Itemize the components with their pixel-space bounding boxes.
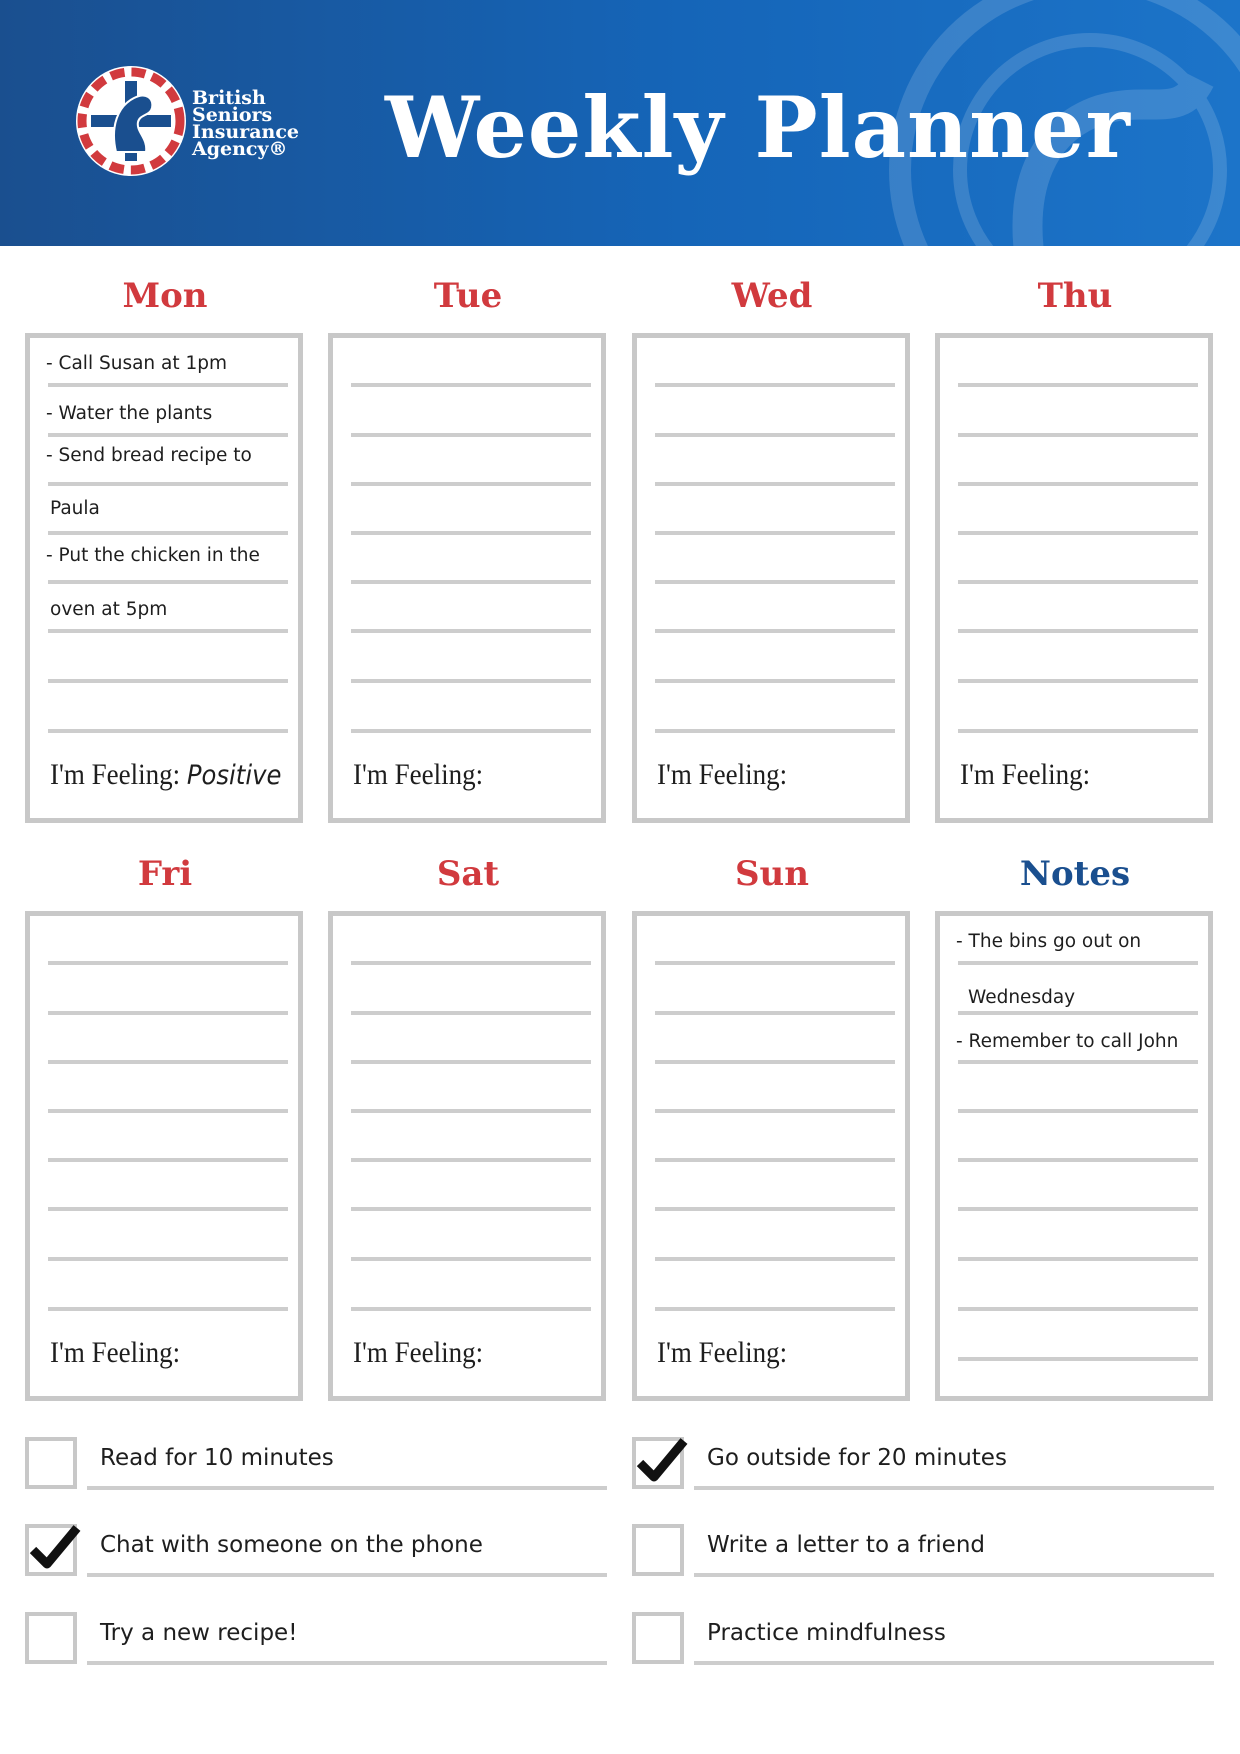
- writing-line: [958, 729, 1198, 733]
- notes-card[interactable]: [935, 911, 1213, 1401]
- feeling-value: Positive: [186, 760, 282, 791]
- task-underline: [694, 1573, 1214, 1577]
- entry-text: Wednesday: [968, 987, 1076, 1008]
- writing-line: [351, 679, 591, 683]
- writing-line: [351, 383, 591, 387]
- feeling-field[interactable]: [657, 758, 787, 792]
- day-title-sat: Sat: [436, 854, 500, 894]
- writing-line: [958, 531, 1198, 535]
- writing-line: [958, 1357, 1198, 1361]
- writing-line: [655, 383, 895, 387]
- task-underline: [87, 1661, 607, 1665]
- writing-line: [351, 1109, 591, 1113]
- day-card-tue[interactable]: [328, 333, 606, 823]
- writing-line: [958, 1307, 1198, 1311]
- writing-line: [48, 679, 288, 683]
- writing-line: [958, 482, 1198, 486]
- writing-line: [655, 1257, 895, 1261]
- writing-line: [48, 1158, 288, 1162]
- writing-line: [958, 580, 1198, 584]
- writing-line: [351, 580, 591, 584]
- writing-line: [655, 580, 895, 584]
- writing-line: [351, 531, 591, 535]
- task-label: Read for 10 minutes: [100, 1445, 334, 1471]
- task-underline: [87, 1573, 607, 1577]
- header-banner: [0, 0, 1240, 246]
- day-card-sun[interactable]: [632, 911, 910, 1401]
- entry-text: - Send bread recipe to: [46, 445, 252, 466]
- day-title-mon: Mon: [122, 276, 208, 316]
- writing-line: [48, 580, 288, 584]
- writing-line: [351, 1158, 591, 1162]
- feeling-label: I'm Feeling:: [50, 758, 181, 791]
- writing-line: [958, 679, 1198, 683]
- day-title-thu: Thu: [1037, 276, 1113, 316]
- writing-line: [655, 1060, 895, 1064]
- writing-line: [351, 1307, 591, 1311]
- feeling-label: I'm Feeling:: [960, 758, 1091, 791]
- day-card-fri[interactable]: [25, 911, 303, 1401]
- task-checkbox[interactable]: [632, 1437, 684, 1489]
- writing-line: [655, 1307, 895, 1311]
- writing-line: [958, 1207, 1198, 1211]
- notes-title: Notes: [1019, 854, 1131, 894]
- writing-line: [655, 629, 895, 633]
- day-title-fri: Fri: [137, 854, 193, 894]
- task-checkbox[interactable]: [25, 1437, 77, 1489]
- writing-line: [351, 961, 591, 965]
- task-underline: [694, 1661, 1214, 1665]
- writing-line: [351, 1257, 591, 1261]
- task-checkbox[interactable]: [632, 1612, 684, 1664]
- day-title-sun: Sun: [735, 854, 809, 894]
- writing-line: [655, 1158, 895, 1162]
- task-underline: [87, 1486, 607, 1490]
- task-label: Chat with someone on the phone: [100, 1532, 483, 1558]
- task-label: Practice mindfulness: [707, 1620, 946, 1646]
- writing-line: [655, 729, 895, 733]
- feeling-field[interactable]: [353, 758, 483, 792]
- day-card-mon[interactable]: [25, 333, 303, 823]
- feeling-label: I'm Feeling:: [657, 758, 788, 791]
- writing-line: [48, 729, 288, 733]
- writing-line: [655, 961, 895, 965]
- feeling-field[interactable]: [657, 1336, 787, 1370]
- writing-line: [351, 1011, 591, 1015]
- writing-line: [958, 629, 1198, 633]
- writing-line: [655, 531, 895, 535]
- writing-line: [958, 1060, 1198, 1064]
- writing-line: [48, 433, 288, 437]
- writing-line: [351, 729, 591, 733]
- writing-line: [48, 1060, 288, 1064]
- feeling-field[interactable]: [353, 1336, 483, 1370]
- task-label: Write a letter to a friend: [707, 1532, 986, 1558]
- writing-line: [48, 1207, 288, 1211]
- writing-line: [48, 1257, 288, 1261]
- writing-line: [351, 1207, 591, 1211]
- writing-line: [351, 482, 591, 486]
- writing-line: [655, 1109, 895, 1113]
- writing-line: [958, 1158, 1198, 1162]
- entry-text: - The bins go out on: [956, 931, 1142, 952]
- entry-text: oven at 5pm: [50, 599, 168, 620]
- feeling-label: I'm Feeling:: [50, 1336, 181, 1369]
- day-title-wed: Wed: [731, 276, 813, 316]
- writing-line: [351, 629, 591, 633]
- day-card-thu[interactable]: [935, 333, 1213, 823]
- task-label: Go outside for 20 minutes: [707, 1445, 1007, 1471]
- writing-line: [958, 433, 1198, 437]
- writing-line: [351, 1060, 591, 1064]
- feeling-field[interactable]: [50, 758, 281, 792]
- writing-line: [958, 1011, 1198, 1015]
- writing-line: [958, 1257, 1198, 1261]
- entry-text: - Call Susan at 1pm: [46, 353, 228, 374]
- writing-line: [958, 383, 1198, 387]
- day-card-sat[interactable]: [328, 911, 606, 1401]
- writing-line: [48, 383, 288, 387]
- writing-line: [48, 1011, 288, 1015]
- task-checkbox[interactable]: [632, 1524, 684, 1576]
- task-checkbox[interactable]: [25, 1524, 77, 1576]
- entry-text: - Put the chicken in the: [46, 545, 260, 566]
- writing-line: [655, 482, 895, 486]
- task-checkbox[interactable]: [25, 1612, 77, 1664]
- feeling-field[interactable]: [50, 1336, 180, 1370]
- entry-text: - Remember to call John: [956, 1031, 1179, 1052]
- writing-line: [48, 482, 288, 486]
- writing-line: [48, 1109, 288, 1113]
- writing-line: [655, 1011, 895, 1015]
- day-title-tue: Tue: [433, 276, 503, 316]
- writing-line: [48, 1307, 288, 1311]
- task-underline: [694, 1486, 1214, 1490]
- writing-line: [48, 629, 288, 633]
- entry-text: Paula: [50, 498, 100, 519]
- writing-line: [655, 679, 895, 683]
- feeling-label: I'm Feeling:: [353, 1336, 484, 1369]
- checkmark-icon: [636, 1433, 688, 1485]
- writing-line: [655, 1207, 895, 1211]
- writing-line: [48, 531, 288, 535]
- feeling-label: I'm Feeling:: [353, 758, 484, 791]
- brand-name: British Seniors Insurance Agency®: [192, 87, 300, 160]
- writing-line: [958, 961, 1198, 965]
- feeling-label: I'm Feeling:: [657, 1336, 788, 1369]
- entry-text: - Water the plants: [46, 403, 213, 424]
- writing-line: [351, 433, 591, 437]
- writing-line: [48, 961, 288, 965]
- page-title: Weekly Planner: [385, 78, 1131, 177]
- brand-logo-icon: [74, 64, 188, 178]
- task-label: Try a new recipe!: [100, 1620, 298, 1646]
- checkmark-icon: [29, 1520, 81, 1572]
- writing-line: [655, 433, 895, 437]
- writing-line: [958, 1109, 1198, 1113]
- feeling-field[interactable]: [960, 758, 1090, 792]
- day-card-wed[interactable]: [632, 333, 910, 823]
